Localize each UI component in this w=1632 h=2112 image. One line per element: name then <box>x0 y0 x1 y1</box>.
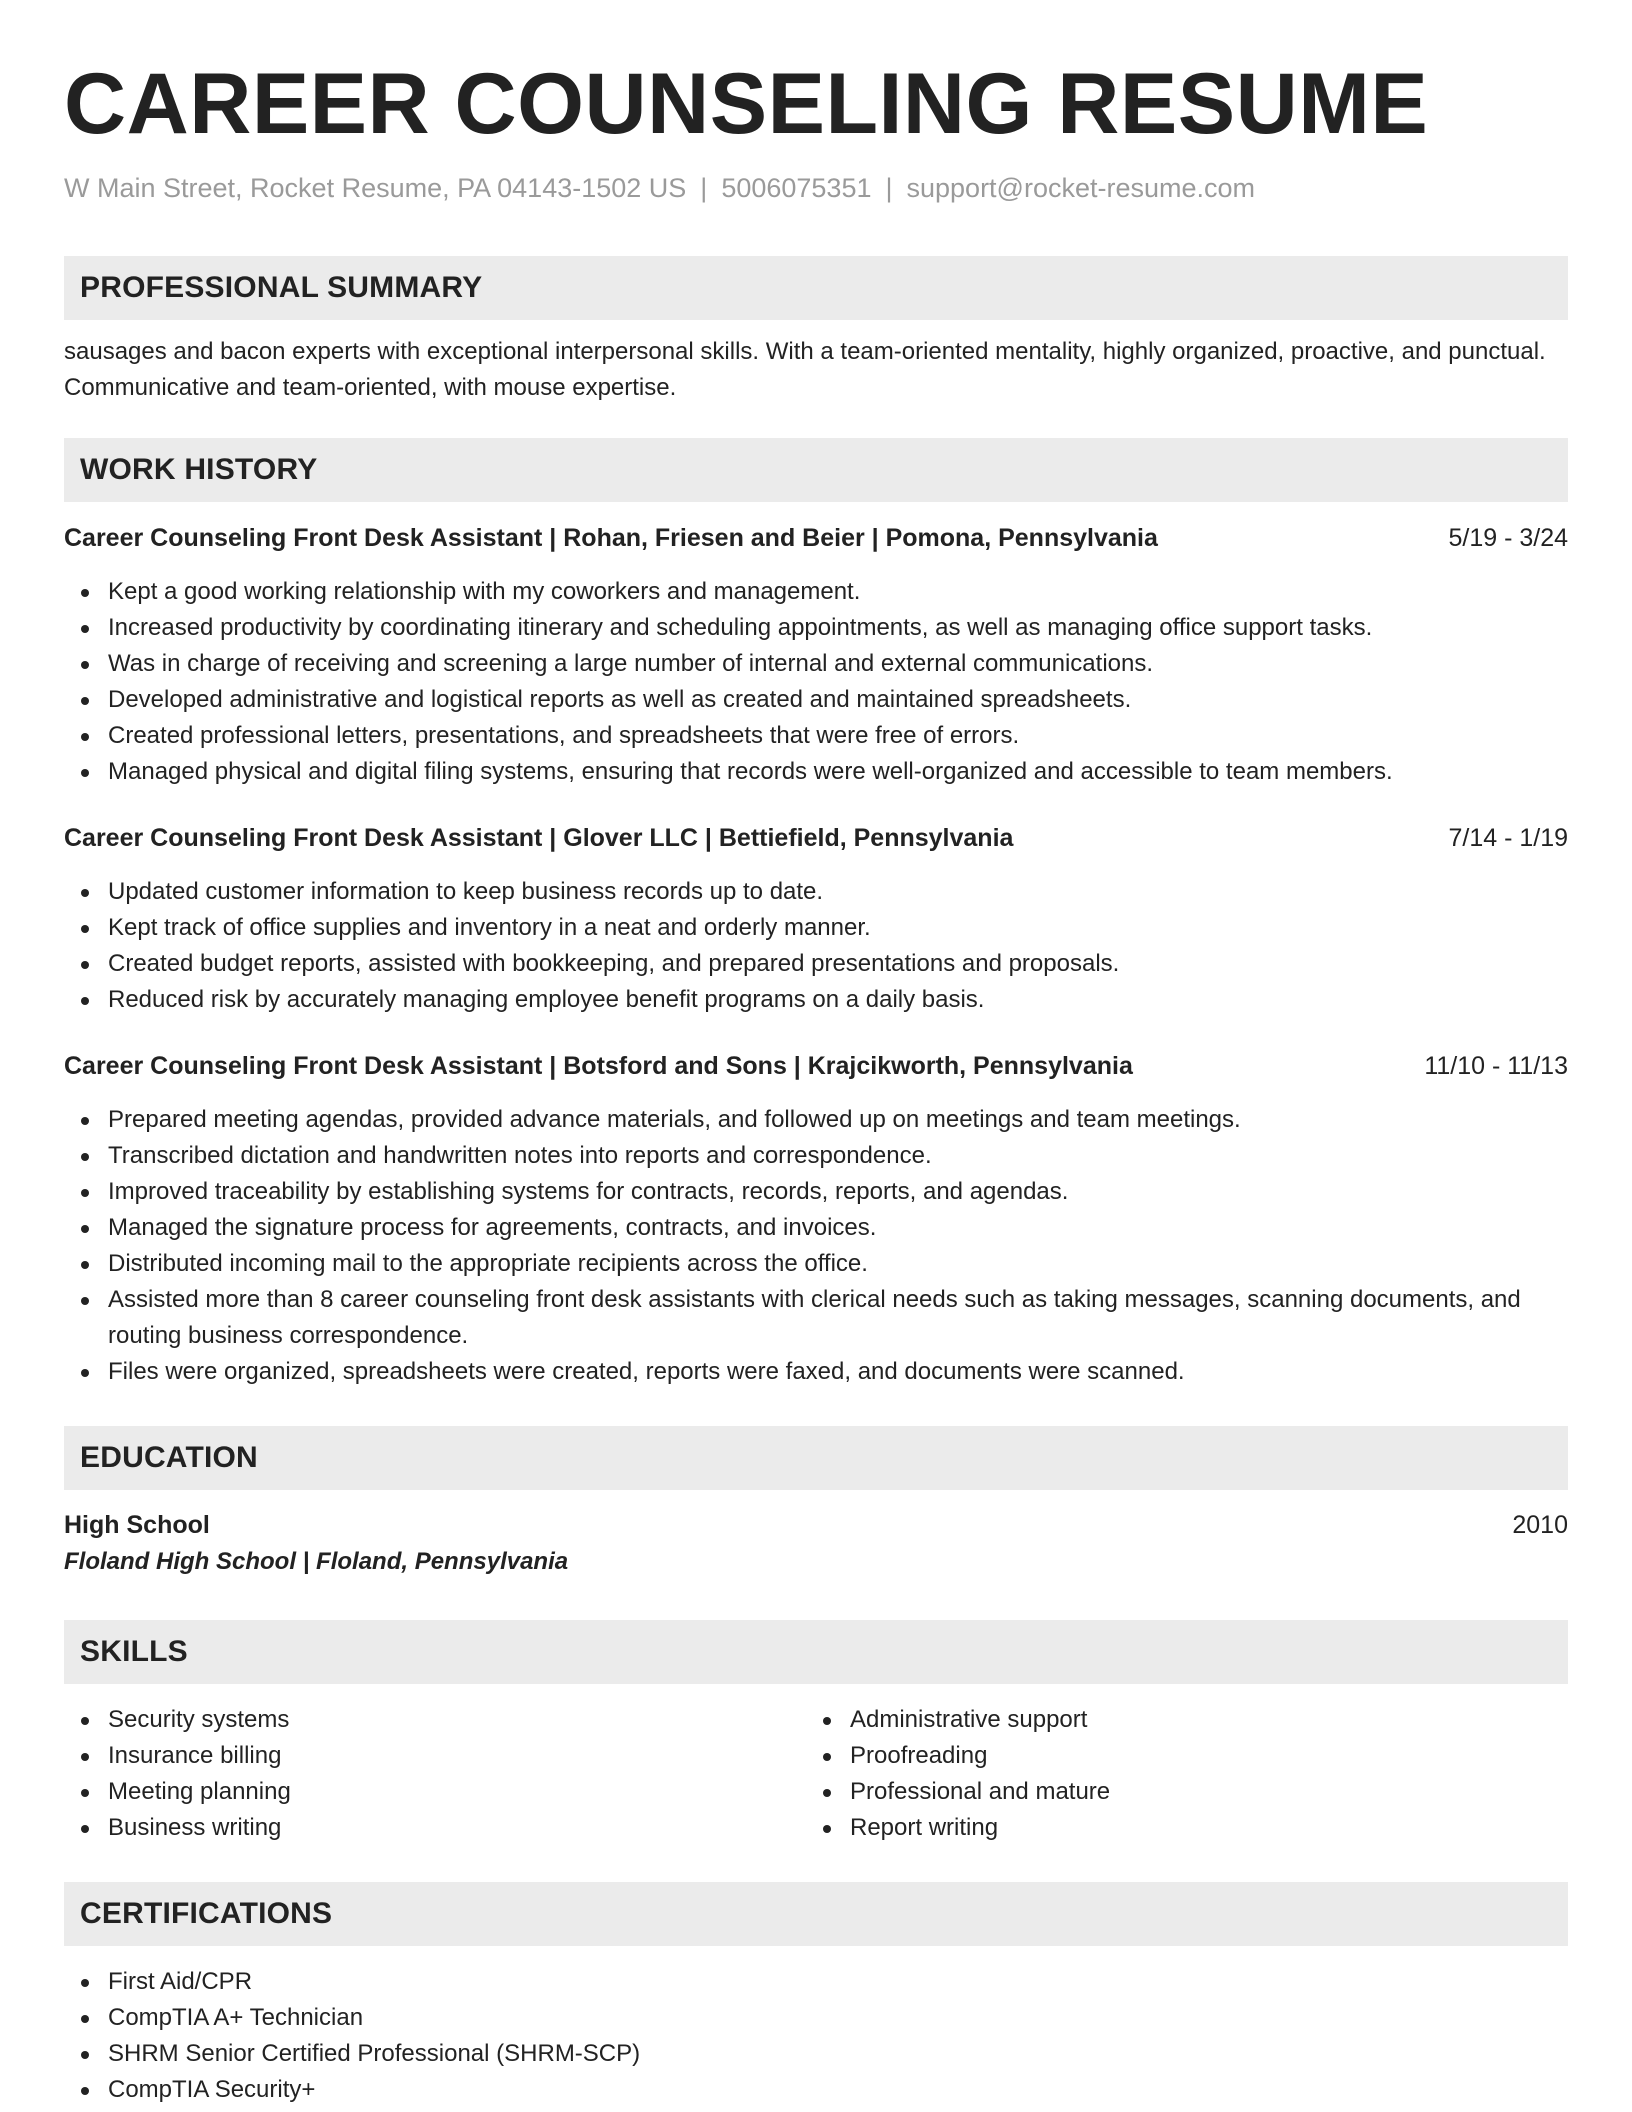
job-bullet: Assisted more than 8 career counseling front desk assistants with clerical needs such as taking messages, scanning documents, and routing business correspondence. <box>64 1282 1568 1354</box>
skill-item: Proofreading <box>806 1738 1548 1774</box>
section-title: SKILLS <box>80 1635 188 1668</box>
section-header-skills <box>64 1620 1568 1684</box>
resume-title: CAREER COUNSELING RESUME <box>64 56 1429 152</box>
job-bullet: Created budget reports, assisted with bookkeeping, and prepared presentations and proposals. <box>64 946 1568 982</box>
job-dates: 11/10 - 11/13 <box>1424 1052 1568 1080</box>
skill-item: Security systems <box>64 1702 806 1738</box>
skill-item: Professional and mature <box>806 1774 1548 1810</box>
skills-column-right <box>806 1702 1548 1846</box>
job-bullet: Kept a good working relationship with my coworkers and management. <box>64 574 1568 610</box>
skill-item: Business writing <box>64 1810 806 1846</box>
section-header-certifications <box>64 1882 1568 1946</box>
job-bullet: Managed the signature process for agreements, contracts, and invoices. <box>64 1210 1568 1246</box>
section-header-summary <box>64 256 1568 320</box>
job-bullet: Transcribed dictation and handwritten notes into reports and correspondence. <box>64 1138 1568 1174</box>
contact-address: W Main Street, Rocket Resume, PA 04143-1502 US <box>64 173 687 203</box>
job-bullet: Improved traceability by establishing systems for contracts, records, reports, and agendas. <box>64 1174 1568 1210</box>
education-year: 2010 <box>1512 1511 1568 1539</box>
job-bullet: Kept track of office supplies and inventory in a neat and orderly manner. <box>64 910 1568 946</box>
section-header-education <box>64 1426 1568 1490</box>
job-entry <box>64 520 1568 790</box>
job-bullet-list <box>64 1102 1568 1390</box>
job-bullet: Updated customer information to keep business records up to date. <box>64 874 1568 910</box>
job-bullet: Created professional letters, presentations, and spreadsheets that were free of errors. <box>64 718 1568 754</box>
section-title: PROFESSIONAL SUMMARY <box>80 271 483 304</box>
certification-item: First Aid/CPR <box>64 1964 1568 2000</box>
certification-item: CompTIA A+ Technician <box>64 2000 1568 2036</box>
education-entry <box>64 1506 1568 1580</box>
section-title: CERTIFICATIONS <box>80 1897 333 1930</box>
job-heading: Career Counseling Front Desk Assistant | Rohan, Friesen and Beier | Pomona, Pennsylvania <box>64 524 1158 552</box>
job-bullet: Files were organized, spreadsheets were created, reports were faxed, and documents were scanned. <box>64 1354 1568 1390</box>
contact-line <box>64 170 1568 206</box>
skill-item: Insurance billing <box>64 1738 806 1774</box>
summary-text: sausages and bacon experts with exceptional interpersonal skills. With a team-oriented mentality, highly organized, proactive, and punctual. Communicative and team-oriented, with mouse expertise. <box>64 338 1546 401</box>
job-bullet: Increased productivity by coordinating itinerary and scheduling appointments, as well as managing office support tasks. <box>64 610 1568 646</box>
section-title: WORK HISTORY <box>80 453 318 486</box>
job-entry <box>64 820 1568 1018</box>
job-dates: 5/19 - 3/24 <box>1448 524 1568 552</box>
job-heading-row <box>64 1048 1568 1084</box>
education-school: Floland High School | Floland, Pennsylvania <box>64 1548 569 1575</box>
skill-item: Report writing <box>806 1810 1548 1846</box>
education-heading-row <box>64 1506 1568 1544</box>
certification-item: CompTIA Security+ <box>64 2072 1568 2108</box>
skill-item: Administrative support <box>806 1702 1548 1738</box>
skills-column-left <box>64 1702 806 1846</box>
skills-grid <box>64 1702 1568 1846</box>
job-heading-row <box>64 520 1568 556</box>
job-bullet-list <box>64 874 1568 1018</box>
job-heading-row <box>64 820 1568 856</box>
section-title: EDUCATION <box>80 1441 258 1474</box>
education-degree: High School <box>64 1511 210 1539</box>
job-bullet: Developed administrative and logistical reports as well as created and maintained spreadsheets. <box>64 682 1568 718</box>
job-bullet: Prepared meeting agendas, provided advance materials, and followed up on meetings and team meetings. <box>64 1102 1568 1138</box>
contact-phone: 5006075351 <box>721 173 872 203</box>
job-heading: Career Counseling Front Desk Assistant | Glover LLC | Bettiefield, Pennsylvania <box>64 824 1014 852</box>
job-bullet: Reduced risk by accurately managing employee benefit programs on a daily basis. <box>64 982 1568 1018</box>
skill-item: Meeting planning <box>64 1774 806 1810</box>
job-bullet: Managed physical and digital filing systems, ensuring that records were well-organized and accessible to team members. <box>64 754 1568 790</box>
contact-separator: | <box>885 173 893 203</box>
contact-separator: | <box>700 173 708 203</box>
certification-list <box>64 1964 1568 2108</box>
contact-email: support@rocket-resume.com <box>906 173 1256 203</box>
job-heading: Career Counseling Front Desk Assistant | Botsford and Sons | Krajcikworth, Pennsylvania <box>64 1052 1133 1080</box>
certification-item: SHRM Senior Certified Professional (SHRM-SCP) <box>64 2036 1568 2072</box>
job-dates: 7/14 - 1/19 <box>1448 824 1568 852</box>
job-bullet-list <box>64 574 1568 790</box>
section-header-work-history <box>64 438 1568 502</box>
job-entry <box>64 1048 1568 1390</box>
job-bullet: Distributed incoming mail to the appropriate recipients across the office. <box>64 1246 1568 1282</box>
job-bullet: Was in charge of receiving and screening a large number of internal and external communications. <box>64 646 1568 682</box>
